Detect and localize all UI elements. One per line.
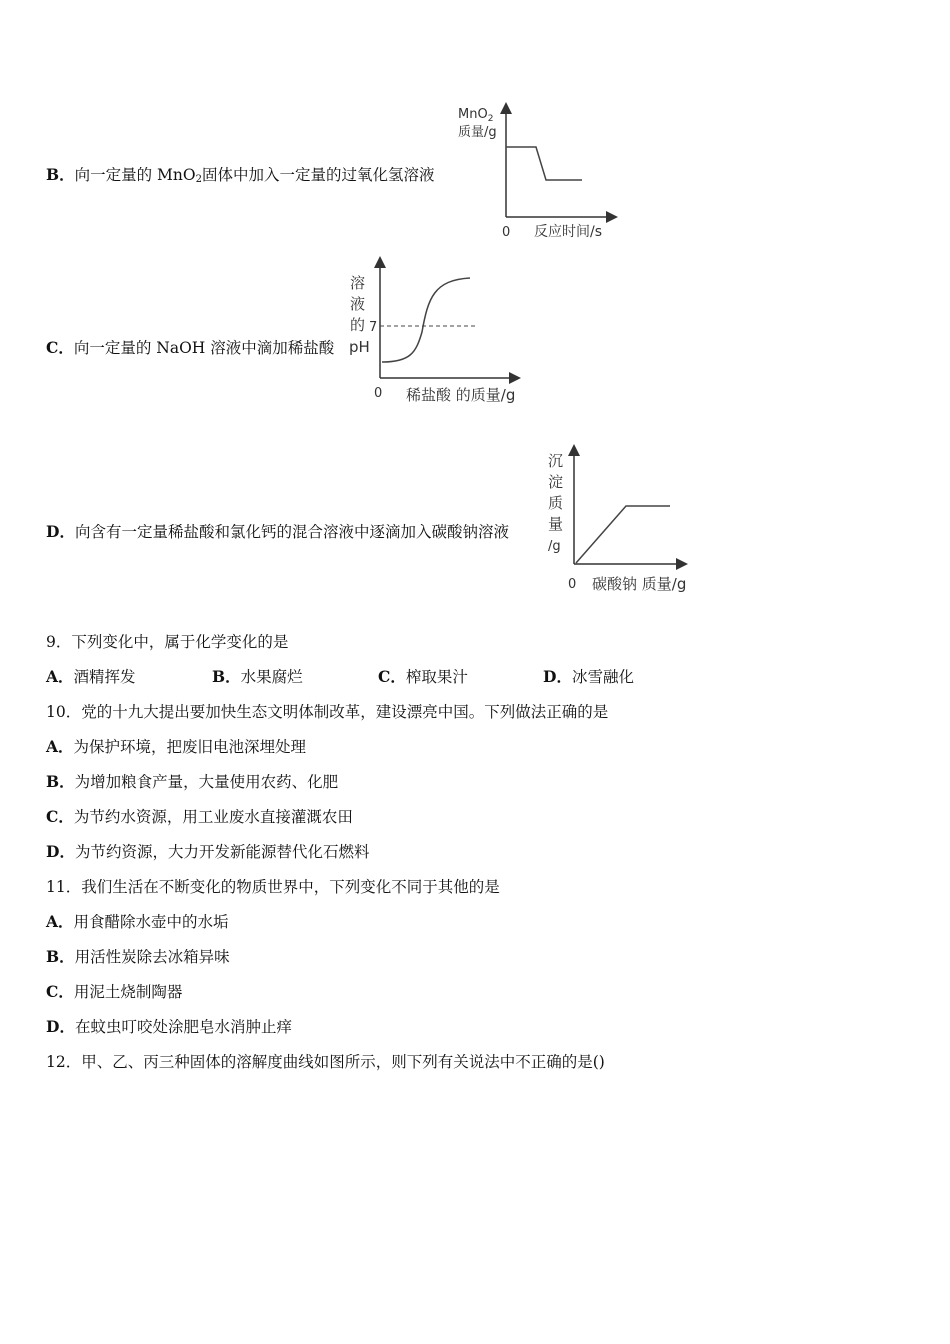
q11-option-c bbox=[46, 982, 182, 1002]
y-label-3: 的 bbox=[350, 316, 366, 334]
option-letter: A． bbox=[46, 912, 74, 931]
option-text: 为增加粮食产量，大量使用农药、化肥 bbox=[74, 773, 339, 791]
option-letter: B． bbox=[212, 667, 241, 686]
x-label: 碳酸钠 质量/g bbox=[592, 575, 687, 593]
q10-option-d bbox=[46, 842, 369, 862]
q10-option-b bbox=[46, 772, 338, 792]
option-text: 榨取果汁 bbox=[405, 668, 468, 686]
option-text: 冰雪融化 bbox=[571, 668, 634, 686]
option-text: 为保护环境，把废旧电池深埋处理 bbox=[73, 738, 307, 756]
option-text: 水果腐烂 bbox=[240, 668, 303, 686]
y-label-3: 质 bbox=[548, 494, 564, 512]
option-text: 用活性炭除去冰箱异味 bbox=[74, 948, 230, 966]
q9-option-d bbox=[543, 667, 634, 687]
option-letter: A． bbox=[46, 737, 74, 756]
origin-label: 0 bbox=[568, 577, 577, 592]
q11-option-a bbox=[46, 912, 229, 932]
mass-curve bbox=[506, 147, 582, 180]
option-text: 用食醋除水壶中的水垢 bbox=[73, 913, 229, 931]
y-label-1: 沉 bbox=[548, 452, 564, 470]
origin-label: 0 bbox=[374, 386, 383, 401]
y-label-1: 溶 bbox=[350, 274, 366, 292]
q8-option-d bbox=[46, 522, 509, 542]
q9-option-a bbox=[46, 667, 136, 687]
q10-option-a bbox=[46, 737, 306, 757]
option-text: 向一定量的 MnO bbox=[74, 166, 196, 184]
y-label-4: 量 bbox=[548, 515, 564, 533]
option-letter: C． bbox=[378, 667, 406, 686]
option-text: 为节约水资源，用工业废水直接灌溉农田 bbox=[73, 808, 353, 826]
q12-stem: 12．甲、乙、丙三种固体的溶解度曲线如图所示，则下列有关说法中不正确的是() bbox=[46, 1053, 605, 1071]
figure-c-ph-curve bbox=[340, 258, 540, 412]
option-text: 用泥土烧制陶器 bbox=[73, 983, 183, 1001]
q9-option-b bbox=[212, 667, 303, 687]
q8-option-b bbox=[46, 165, 435, 185]
origin-label: 0 bbox=[502, 225, 511, 240]
precipitate-curve bbox=[576, 506, 670, 563]
option-letter: A． bbox=[46, 667, 74, 686]
option-letter: B． bbox=[46, 165, 75, 184]
y-label-2: 淀 bbox=[548, 473, 564, 491]
option-letter: B． bbox=[46, 947, 75, 966]
q8-option-c bbox=[46, 338, 334, 358]
option-letter: D． bbox=[543, 667, 572, 686]
option-letter: C． bbox=[46, 982, 74, 1001]
y-label-bottom: 质量/g bbox=[458, 125, 497, 140]
q10-option-c bbox=[46, 807, 353, 827]
option-letter: D． bbox=[46, 522, 75, 541]
option-letter: D． bbox=[46, 1017, 75, 1036]
q9-option-c bbox=[378, 667, 468, 687]
option-letter: B． bbox=[46, 772, 75, 791]
subscript: 2 bbox=[195, 174, 202, 185]
figure-b-mno2-mass bbox=[440, 100, 630, 249]
option-text: 在蚊虫叮咬处涂肥皂水消肿止痒 bbox=[74, 1018, 292, 1036]
y-label-5: /g bbox=[548, 539, 561, 554]
q10-stem: 10．党的十九大提出要加快生态文明体制改革，建设漂亮中国。下列做法正确的是 bbox=[46, 703, 609, 721]
q11-option-d bbox=[46, 1017, 292, 1037]
q9-stem: 9．下列变化中，属于化学变化的是 bbox=[46, 633, 289, 651]
option-letter: D． bbox=[46, 842, 75, 861]
option-text: 为节约资源，大力开发新能源替代化石燃料 bbox=[74, 843, 370, 861]
x-label: 反应时间/s bbox=[534, 224, 603, 240]
option-letter: C． bbox=[46, 338, 74, 357]
x-label: 稀盐酸 的质量/g bbox=[406, 386, 516, 404]
option-text-cont: 固体中加入一定量的过氧化氢溶液 bbox=[201, 166, 435, 184]
option-letter: C． bbox=[46, 807, 74, 826]
y-label-top: MnO$_2$ bbox=[458, 107, 494, 124]
q11-option-b bbox=[46, 947, 230, 967]
ph-curve bbox=[382, 278, 470, 362]
option-text: 向含有一定量稀盐酸和氯化钙的混合溶液中逐滴加入碳酸钠溶液 bbox=[74, 523, 509, 541]
y-label-2: 液 bbox=[350, 295, 366, 313]
y-label-ph: pH bbox=[349, 338, 370, 356]
option-text: 向一定量的 NaOH 溶液中滴加稀盐酸 bbox=[73, 339, 335, 357]
figure-d-precipitate bbox=[540, 444, 700, 603]
tick-7: 7 bbox=[369, 320, 378, 335]
q11-stem: 11．我们生活在不断变化的物质世界中，下列变化不同于其他的是 bbox=[46, 878, 500, 896]
option-text: 酒精挥发 bbox=[73, 668, 136, 686]
